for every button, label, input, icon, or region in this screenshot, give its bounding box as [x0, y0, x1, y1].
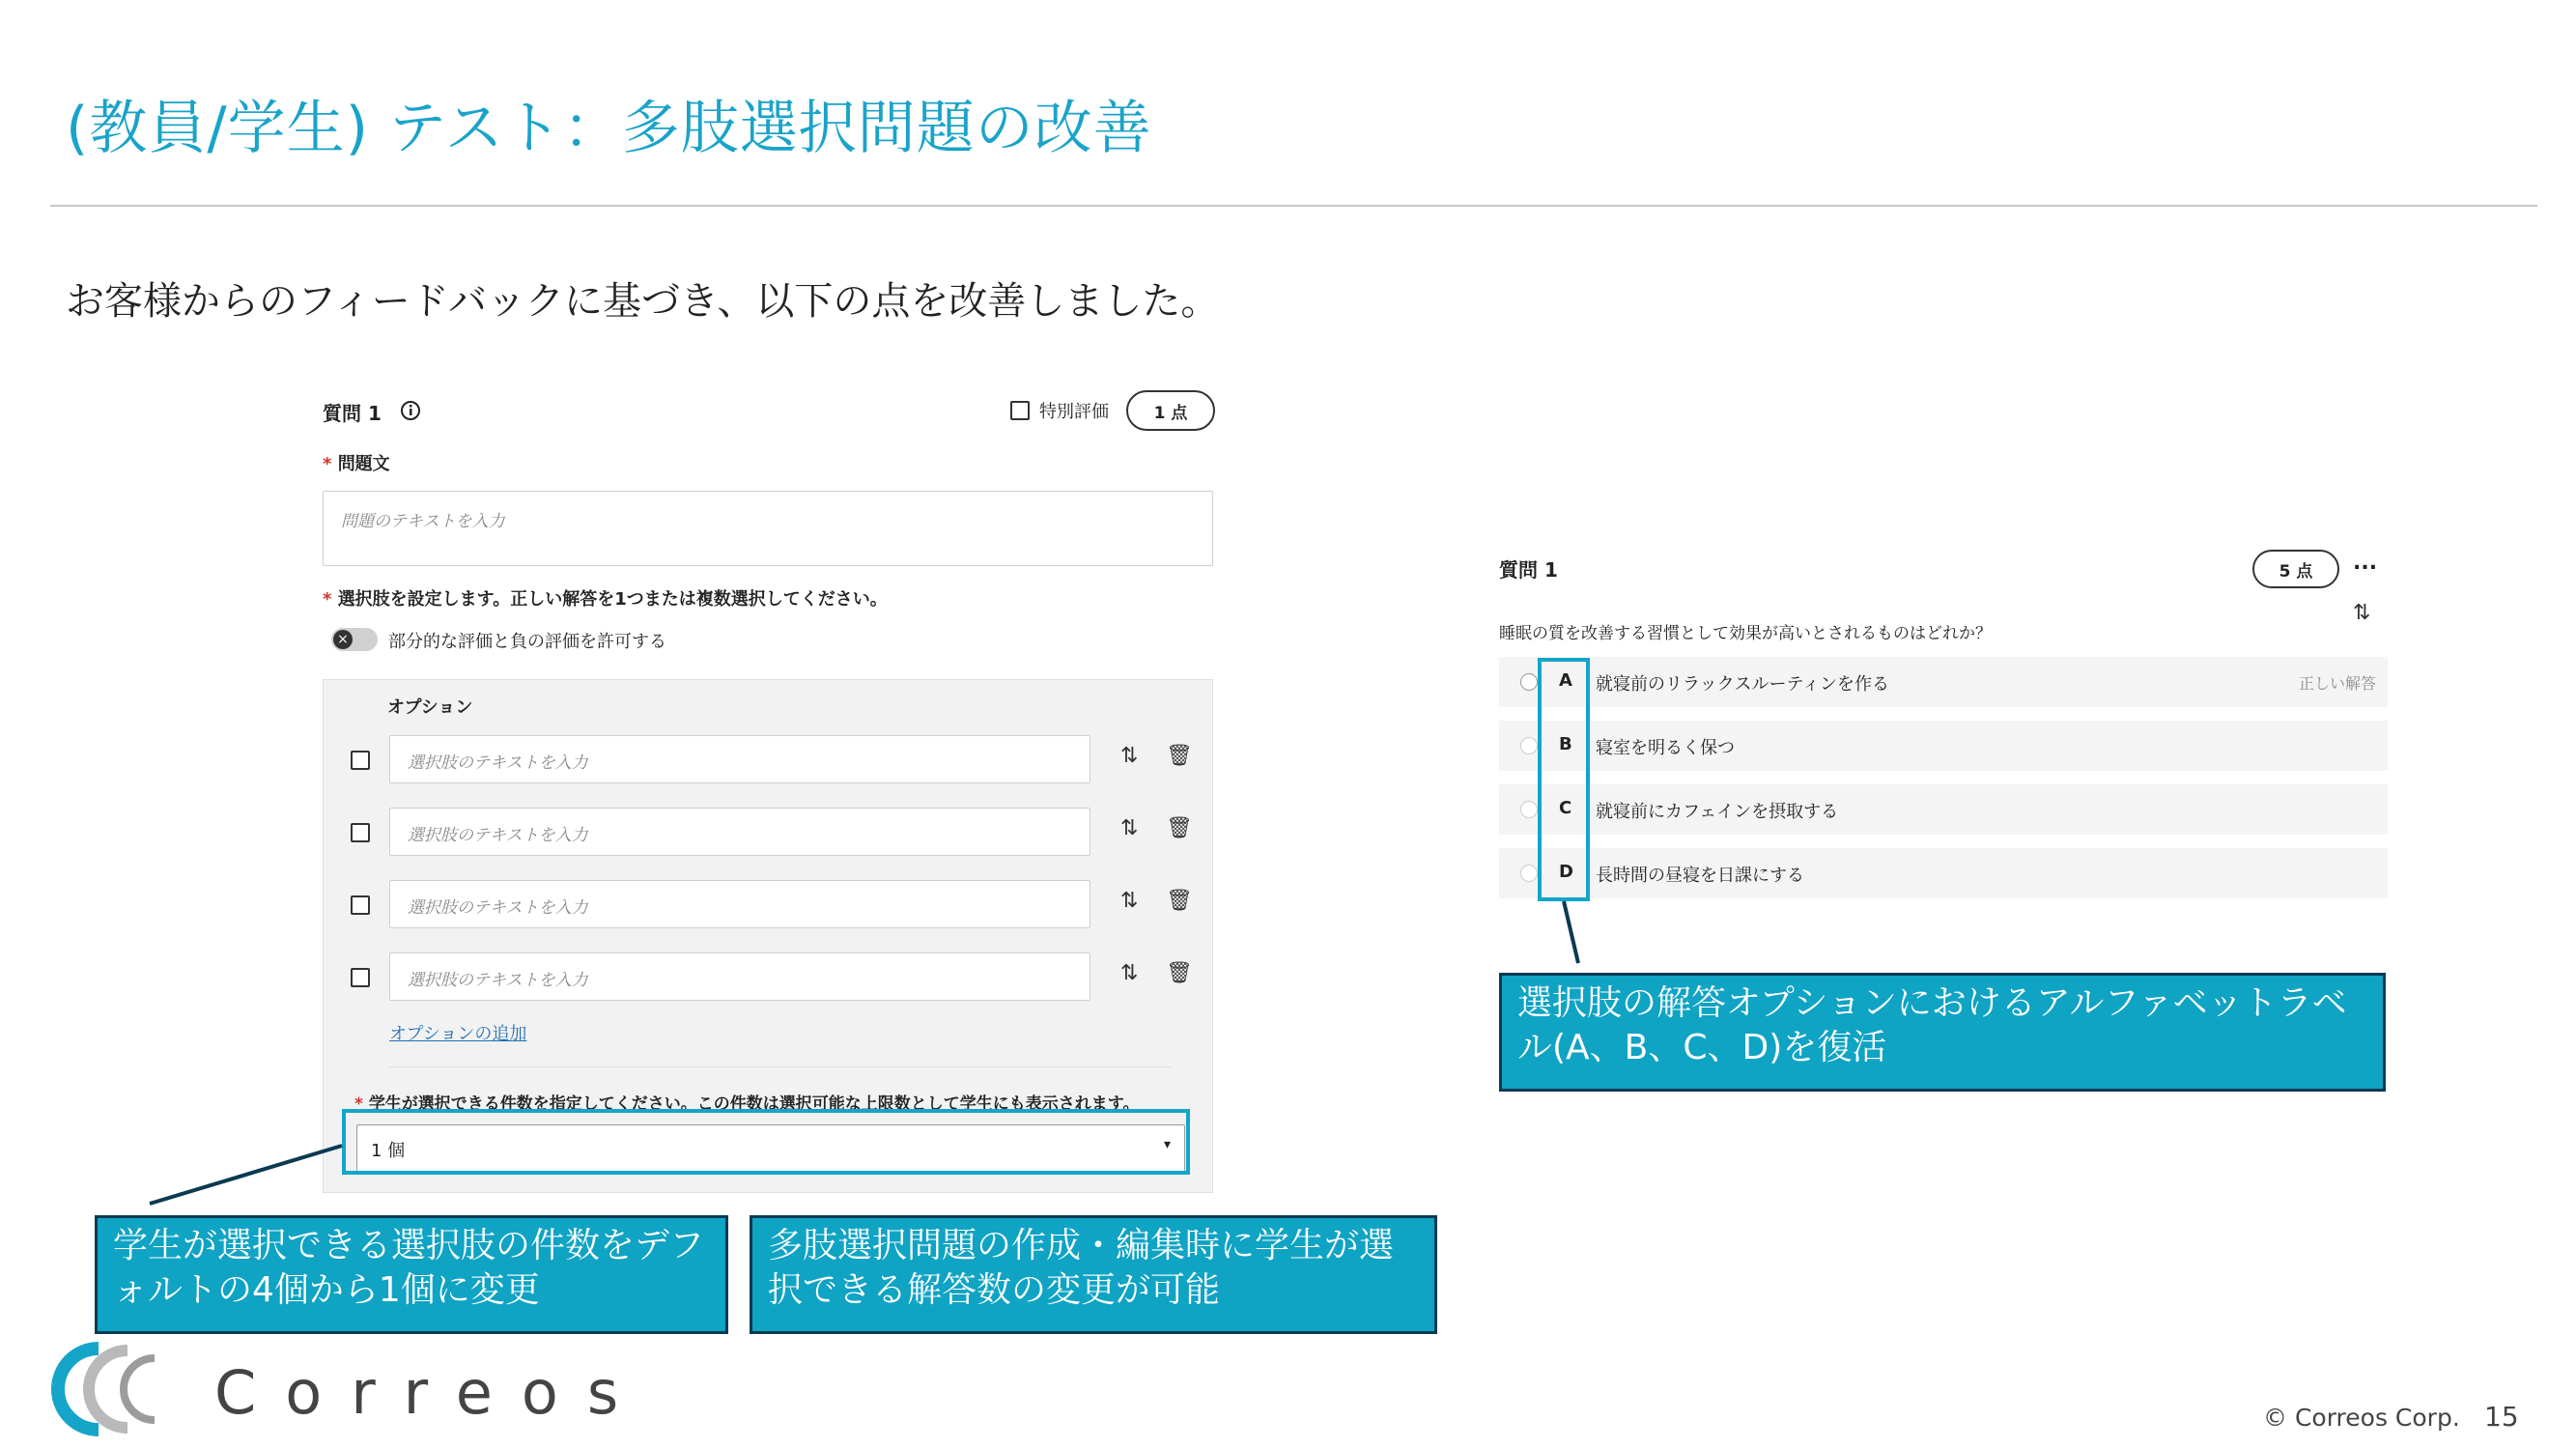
special-eval-label: 特別評価 [1039, 402, 1109, 422]
answer-text: 就寝前にカフェインを摂取する [1596, 802, 1839, 822]
callout-alphabet-labels: 選択肢の解答オプションにおけるアルファベットラベル(A、B、C、D)を復活 [1499, 973, 2386, 1092]
add-option-link[interactable]: オプションの追加 [389, 1024, 527, 1044]
partial-eval-label: 部分的な評価と負の評価を許可する [388, 632, 666, 652]
answer-letter: D [1559, 862, 1573, 882]
answer-text: 寝室を明るく保つ [1596, 738, 1735, 758]
choices-instruction: * 選択肢を設定します。正しい解答を1つまたは複数選択してください。 [323, 589, 888, 610]
count-select-value: 1 個 [371, 1141, 406, 1161]
close-icon: × [333, 630, 353, 649]
option-placeholder: 選択肢のテキストを入力 [408, 971, 588, 990]
preview-points-badge[interactable]: 5 点 [2252, 550, 2339, 588]
question-text-placeholder: 問題のテキストを入力 [341, 512, 505, 531]
trash-icon[interactable]: 🗑 [1166, 744, 1193, 768]
options-header: オプション [387, 697, 473, 718]
correos-logo-icon [50, 1341, 185, 1437]
option-placeholder: 選択肢のテキストを入力 [408, 898, 588, 918]
question-text-label: * 問題文 [323, 454, 390, 474]
correct-answer-label: 正しい解答 [2298, 674, 2376, 693]
sort-icon[interactable]: ⇅ [2353, 601, 2371, 625]
page-number: 15 [2484, 1401, 2519, 1433]
answer-text: 長時間の昼寝を日課にする [1596, 866, 1804, 886]
reorder-icon[interactable]: ⇅ [1120, 816, 1139, 840]
callout-editable-count: 多肢選択問題の作成・編集時に学生が選択できる解答数の変更が可能 [750, 1215, 1437, 1334]
trash-icon[interactable]: 🗑 [1166, 961, 1193, 985]
logo-text: Correos [214, 1357, 648, 1428]
caret-down-icon: ▾ [1163, 1137, 1171, 1152]
reorder-icon[interactable]: ⇅ [1120, 744, 1139, 768]
callout-default-count: 学生が選択できる選択肢の件数をデフォルトの4個から1個に変更 [95, 1215, 728, 1334]
preview-question-label: 質問 1 [1499, 558, 1558, 582]
trash-icon[interactable]: 🗑 [1166, 816, 1193, 840]
reorder-icon[interactable]: ⇅ [1120, 889, 1139, 913]
question-label: 質問 1 [323, 402, 382, 425]
copyright: © Correos Corp. [2263, 1404, 2460, 1432]
answer-letter: C [1559, 798, 1572, 818]
answer-text: 就寝前のリラックスルーティンを作る [1596, 674, 1890, 695]
option-placeholder: 選択肢のテキストを入力 [408, 753, 588, 773]
count-instruction: * 学生が選択できる件数を指定してください。この件数は選択可能な上限数として学生にも表示されます。 [354, 1094, 1140, 1114]
answer-letter: B [1559, 734, 1572, 754]
preview-question-text: 睡眠の質を改善する習慣として効果が高いとされるものはどれか？ [1499, 624, 1992, 643]
connector-line-count [150, 1146, 342, 1204]
answer-letter: A [1559, 670, 1572, 691]
connector-line-alphabet [1564, 901, 1578, 963]
points-badge[interactable]: 1 点 [1126, 390, 1215, 431]
slide-title: (教員/学生) テスト：多肢選択問題の改善 [66, 95, 1152, 162]
reorder-icon[interactable]: ⇅ [1120, 961, 1139, 985]
more-icon[interactable]: ... [2353, 551, 2378, 575]
option-placeholder: 選択肢のテキストを入力 [408, 826, 588, 845]
slide-subtitle: お客様からのフィードバックに基づき、以下の点を改善しました。 [66, 279, 1220, 324]
trash-icon[interactable]: 🗑 [1166, 889, 1193, 913]
